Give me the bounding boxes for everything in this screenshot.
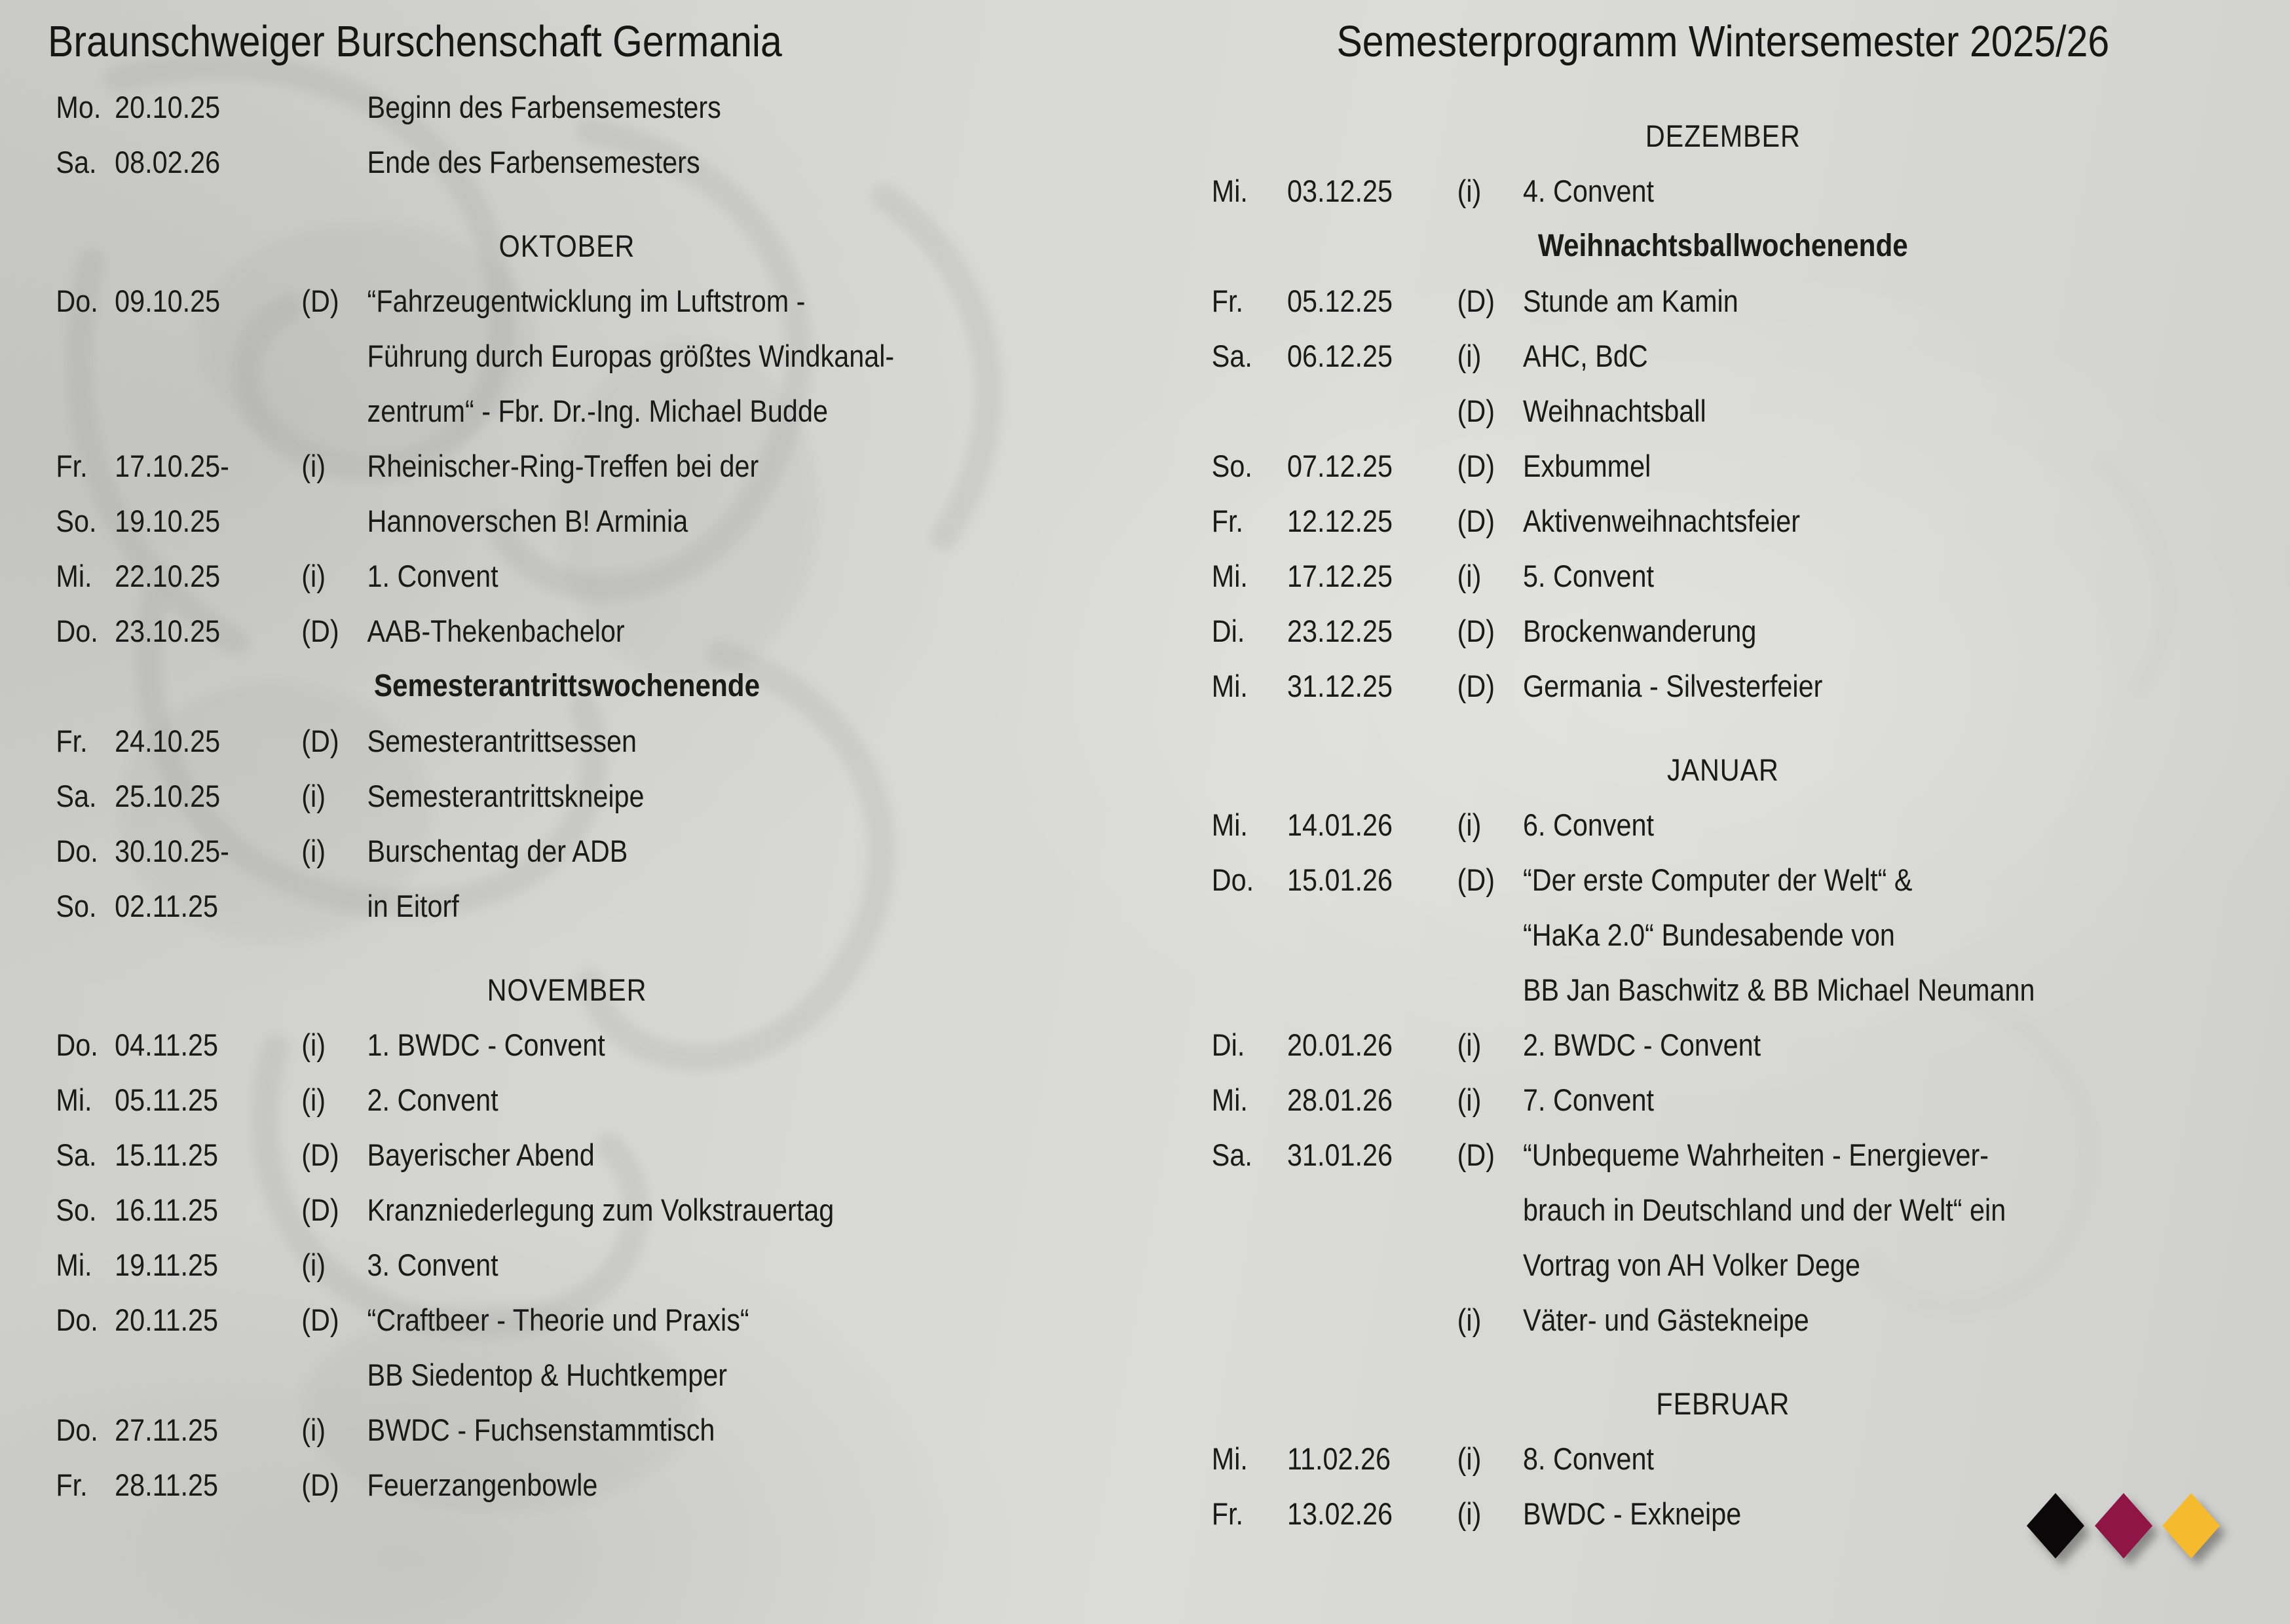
event-description: 2. BWDC - Convent: [1522, 1027, 1761, 1062]
event-row: [56, 714, 1078, 769]
event-row: [1212, 1128, 2234, 1183]
event-type-marker: (D): [301, 284, 339, 318]
event-row: [56, 1238, 1078, 1293]
page-title-left: Braunschweiger Burschenschaft Germania: [48, 17, 782, 66]
event-description: 5. Convent: [1522, 559, 1654, 593]
event-type-marker: (i): [1457, 1441, 1482, 1476]
column-left: [56, 80, 1078, 1513]
event-date: 22.10.25: [115, 559, 221, 593]
event-date: 15.11.25: [115, 1137, 219, 1172]
event-description: “Unbequeme Wahrheiten - Energiever-: [1522, 1137, 1989, 1172]
event-row: [56, 1348, 1078, 1403]
event-day: Fr.: [1211, 504, 1244, 538]
event-description: 4. Convent: [1522, 174, 1654, 208]
event-date: 23.10.25: [115, 614, 221, 648]
event-row: [56, 1403, 1078, 1458]
event-row: [56, 604, 1078, 659]
event-description: Germania - Silvesterfeier: [1522, 669, 1823, 703]
event-type-marker: (D): [1457, 449, 1495, 483]
event-type-marker: (D): [1457, 669, 1495, 703]
event-day: Mi.: [56, 559, 92, 593]
event-date: 27.11.25: [115, 1412, 219, 1447]
event-type-marker: (D): [301, 1137, 339, 1172]
month-header: FEBRUAR: [1656, 1386, 1790, 1421]
event-type-marker: (i): [301, 1247, 326, 1282]
event-description: Hannoverschen B! Arminia: [367, 504, 688, 538]
event-type-marker: (D): [301, 1192, 339, 1227]
event-description: Rheinischer-Ring-Treffen bei der: [367, 449, 759, 483]
event-row: [1212, 439, 2234, 494]
event-row: [1212, 798, 2234, 853]
event-type-marker: (D): [301, 1467, 339, 1502]
event-type-marker: [1457, 1183, 1523, 1238]
column-right: [1212, 80, 2234, 1541]
event-description: Ende des Farbensemesters: [367, 145, 700, 179]
event-row: [1212, 1183, 2234, 1238]
event-date: 25.10.25: [115, 779, 221, 813]
event-type-marker: [1457, 963, 1523, 1018]
event-type-marker: (i): [1457, 174, 1482, 208]
event-day: Fr.: [1211, 1496, 1244, 1531]
event-row: [1212, 659, 2234, 714]
event-type-marker: (i): [301, 834, 326, 868]
event-day: [1212, 384, 1287, 439]
event-row: [56, 329, 1078, 384]
event-date: 24.10.25: [115, 724, 221, 758]
event-type-marker: (i): [1457, 1496, 1482, 1531]
event-date: 31.01.26: [1287, 1137, 1393, 1172]
event-date: 06.12.25: [1287, 339, 1393, 373]
event-date: 03.12.25: [1287, 174, 1393, 208]
event-date: [1287, 1293, 1457, 1348]
event-date: 30.10.25-: [115, 834, 229, 868]
event-subheader: Weihnachtsballwochenende: [1537, 229, 1908, 263]
event-type-marker: [301, 80, 367, 135]
event-description: BWDC - Fuchsenstammtisch: [367, 1412, 715, 1447]
event-day: Mi.: [1211, 807, 1248, 842]
event-day: Sa.: [1211, 339, 1252, 373]
event-date: 14.01.26: [1287, 807, 1393, 842]
event-type-marker: (i): [301, 1082, 326, 1117]
event-date: 20.11.25: [115, 1302, 219, 1337]
event-row: [56, 824, 1078, 879]
event-day: [1212, 908, 1287, 963]
event-row: [56, 1018, 1078, 1073]
event-row: [1212, 1431, 2234, 1486]
event-day: Do.: [1211, 862, 1254, 897]
event-description: in Eitorf: [367, 889, 459, 923]
event-day: [1212, 1183, 1287, 1238]
event-type-marker: (i): [1457, 1027, 1482, 1062]
event-date: 12.12.25: [1287, 504, 1393, 538]
event-date: 17.12.25: [1287, 559, 1393, 593]
event-type-marker: (i): [1457, 807, 1482, 842]
event-type-marker: (D): [1457, 1137, 1495, 1172]
event-date: 16.11.25: [115, 1192, 219, 1227]
event-description: 3. Convent: [367, 1247, 498, 1282]
event-date: 28.11.25: [115, 1467, 219, 1502]
event-day: Fr.: [56, 1467, 88, 1502]
event-description: Weihnachtsball: [1522, 394, 1706, 428]
event-type-marker: (D): [301, 614, 339, 648]
event-type-marker: (D): [1457, 284, 1495, 318]
event-description: Aktivenweihnachtsfeier: [1522, 504, 1800, 538]
black-diamond-icon: [2027, 1493, 2084, 1559]
month-header: JANUAR: [1666, 752, 1779, 787]
event-type-marker: (D): [1457, 862, 1495, 897]
event-description: Burschentag der ADB: [367, 834, 628, 868]
event-date: [1287, 384, 1457, 439]
event-description: 8. Convent: [1522, 1441, 1654, 1476]
event-row: [1212, 384, 2234, 439]
event-day: Mi.: [1211, 1082, 1248, 1117]
event-type-marker: (D): [1457, 614, 1495, 648]
event-description: Väter- und Gästekneipe: [1522, 1302, 1809, 1337]
event-date: 28.01.26: [1287, 1082, 1393, 1117]
event-date: 05.12.25: [1287, 284, 1393, 318]
event-type-marker: (i): [1457, 339, 1482, 373]
event-date: 09.10.25: [115, 284, 221, 318]
event-row: [56, 1183, 1078, 1238]
event-type-marker: (D): [301, 724, 339, 758]
event-row: [1212, 549, 2234, 604]
event-date: [1287, 963, 1457, 1018]
event-day: Fr.: [56, 449, 88, 483]
event-date: 31.12.25: [1287, 669, 1393, 703]
event-description: BB Siedentop & Huchtkemper: [367, 1357, 728, 1392]
event-description: 1. Convent: [367, 559, 498, 593]
event-day: [1212, 1238, 1287, 1293]
event-day: Di.: [1211, 614, 1245, 648]
event-date: [1287, 908, 1457, 963]
event-type-marker: [301, 494, 367, 549]
event-row: [1212, 1293, 2234, 1348]
event-row: [1212, 908, 2234, 963]
event-type-marker: [301, 879, 367, 934]
event-description: 1. BWDC - Convent: [367, 1027, 605, 1062]
event-day: Sa.: [56, 145, 97, 179]
event-day: [56, 384, 115, 439]
event-date: 11.02.26: [1287, 1441, 1391, 1476]
event-day: So.: [56, 889, 97, 923]
event-description: Stunde am Kamin: [1522, 284, 1738, 318]
event-date: 04.11.25: [115, 1027, 219, 1062]
event-description: Vortrag von AH Volker Dege: [1522, 1247, 1860, 1282]
event-day: Do.: [56, 614, 98, 648]
event-description: BWDC - Exkneipe: [1522, 1496, 1742, 1531]
event-day: Do.: [56, 1027, 98, 1062]
event-row: [56, 1073, 1078, 1128]
event-row: [56, 1458, 1078, 1513]
event-date: [1287, 1238, 1457, 1293]
event-description: “Craftbeer - Theorie und Praxis“: [367, 1302, 749, 1337]
event-day: Mi.: [1211, 1441, 1248, 1476]
event-type-marker: (i): [301, 449, 326, 483]
event-day: Sa.: [56, 779, 97, 813]
event-type-marker: (i): [301, 1027, 326, 1062]
event-description: AAB-Thekenbachelor: [367, 614, 625, 648]
diamond-red: [2095, 1493, 2152, 1559]
event-description: BB Jan Baschwitz & BB Michael Neumann: [1522, 972, 2035, 1007]
event-day: Sa.: [1211, 1137, 1252, 1172]
event-row: [56, 135, 1078, 190]
event-row: [1212, 604, 2234, 659]
event-description: 6. Convent: [1522, 807, 1654, 842]
event-row: [56, 1293, 1078, 1348]
event-day: Do.: [56, 1412, 98, 1447]
event-description: Feuerzangenbowle: [367, 1467, 598, 1502]
event-day: Mi.: [56, 1082, 92, 1117]
event-description: zentrum“ - Fbr. Dr.-Ing. Michael Budde: [367, 394, 828, 428]
event-description: Führung durch Europas größtes Windkanal-: [367, 339, 895, 373]
event-description: AHC, BdC: [1522, 339, 1648, 373]
event-date: 13.02.26: [1287, 1496, 1393, 1531]
page-title-right: Semesterprogramm Wintersemester 2025/26: [1336, 17, 2110, 66]
event-type-marker: (i): [1457, 1302, 1482, 1337]
event-date: 15.01.26: [1287, 862, 1393, 897]
event-day: Do.: [56, 834, 98, 868]
event-date: 05.11.25: [115, 1082, 219, 1117]
event-row: [56, 1128, 1078, 1183]
event-date: 07.12.25: [1287, 449, 1393, 483]
event-type-marker: (D): [301, 1302, 339, 1337]
event-type-marker: (D): [1457, 504, 1495, 538]
diamond-gold: [2162, 1493, 2220, 1559]
event-row: [1212, 274, 2234, 329]
event-day: Mi.: [1211, 174, 1248, 208]
event-row: [56, 80, 1078, 135]
event-date: 23.12.25: [1287, 614, 1393, 648]
event-row: [56, 439, 1078, 494]
event-day: [1212, 1293, 1287, 1348]
event-type-marker: [301, 384, 367, 439]
event-day: Do.: [56, 1302, 98, 1337]
event-type-marker: (i): [301, 559, 326, 593]
event-day: Mi.: [56, 1247, 92, 1282]
event-date: 02.11.25: [115, 889, 219, 923]
event-date: [115, 384, 301, 439]
event-day: Do.: [56, 284, 98, 318]
event-day: Di.: [1211, 1027, 1245, 1062]
red-diamond-icon: [2095, 1493, 2152, 1559]
event-description: “HaKa 2.0“ Bundesabende von: [1522, 917, 1895, 952]
event-description: 2. Convent: [367, 1082, 498, 1117]
event-type-marker: [1457, 1238, 1523, 1293]
event-date: [115, 1348, 301, 1403]
event-row: [1212, 963, 2234, 1018]
month-header: DEZEMBER: [1645, 119, 1801, 153]
event-row: [1212, 494, 2234, 549]
event-description: 7. Convent: [1522, 1082, 1654, 1117]
event-date: 19.11.25: [115, 1247, 219, 1282]
event-date: [115, 329, 301, 384]
event-row: [56, 274, 1078, 329]
event-row: [56, 769, 1078, 824]
event-type-marker: (i): [1457, 1082, 1482, 1117]
event-day: So.: [56, 504, 97, 538]
event-type-marker: (i): [301, 779, 326, 813]
event-description: brauch in Deutschland und der Welt“ ein: [1522, 1192, 2006, 1227]
event-row: [56, 494, 1078, 549]
event-description: “Der erste Computer der Welt“ &: [1522, 862, 1913, 897]
event-description: “Fahrzeugentwicklung im Luftstrom -: [367, 284, 806, 318]
event-date: 19.10.25: [115, 504, 221, 538]
event-day: So.: [1211, 449, 1252, 483]
event-row: [1212, 1073, 2234, 1128]
event-description: Semesterantrittskneipe: [367, 779, 645, 813]
event-date: 08.02.26: [115, 145, 221, 179]
event-day: Mo.: [56, 90, 102, 124]
gold-diamond-icon: [2162, 1493, 2220, 1559]
event-type-marker: [301, 1348, 367, 1403]
event-day: [56, 1348, 115, 1403]
event-row: [1212, 1238, 2234, 1293]
event-day: Sa.: [56, 1137, 97, 1172]
event-row: [1212, 329, 2234, 384]
event-row: [56, 384, 1078, 439]
event-subheader: Semesterantrittswochenende: [373, 669, 760, 703]
event-type-marker: (i): [301, 1412, 326, 1447]
event-day: Mi.: [1211, 559, 1248, 593]
event-date: 17.10.25-: [115, 449, 229, 483]
event-day: [1212, 963, 1287, 1018]
event-type-marker: [1457, 908, 1523, 963]
event-date: [1287, 1183, 1457, 1238]
event-row: [1212, 853, 2234, 908]
event-description: Beginn des Farbensemesters: [367, 90, 721, 124]
event-type-marker: (D): [1457, 394, 1495, 428]
event-type-marker: [301, 329, 367, 384]
event-description: Bayerischer Abend: [367, 1137, 595, 1172]
diamond-black: [2027, 1493, 2084, 1559]
event-type-marker: (i): [1457, 559, 1482, 593]
event-description: Kranzniederlegung zum Volkstrauertag: [367, 1192, 835, 1227]
event-date: 20.10.25: [115, 90, 221, 124]
event-description: Semesterantrittsessen: [367, 724, 637, 758]
event-day: Fr.: [56, 724, 88, 758]
event-type-marker: [301, 135, 367, 190]
month-header: OKTOBER: [498, 229, 635, 263]
event-row: [1212, 1018, 2234, 1073]
event-day: Mi.: [1211, 669, 1248, 703]
event-date: 20.01.26: [1287, 1027, 1393, 1062]
event-row: [1212, 164, 2234, 219]
event-day: [56, 329, 115, 384]
event-day: So.: [56, 1192, 97, 1227]
event-row: [56, 879, 1078, 934]
event-description: Brockenwanderung: [1522, 614, 1757, 648]
event-description: Exbummel: [1522, 449, 1651, 483]
month-header: NOVEMBER: [487, 972, 647, 1007]
event-row: [56, 549, 1078, 604]
event-day: Fr.: [1211, 284, 1244, 318]
